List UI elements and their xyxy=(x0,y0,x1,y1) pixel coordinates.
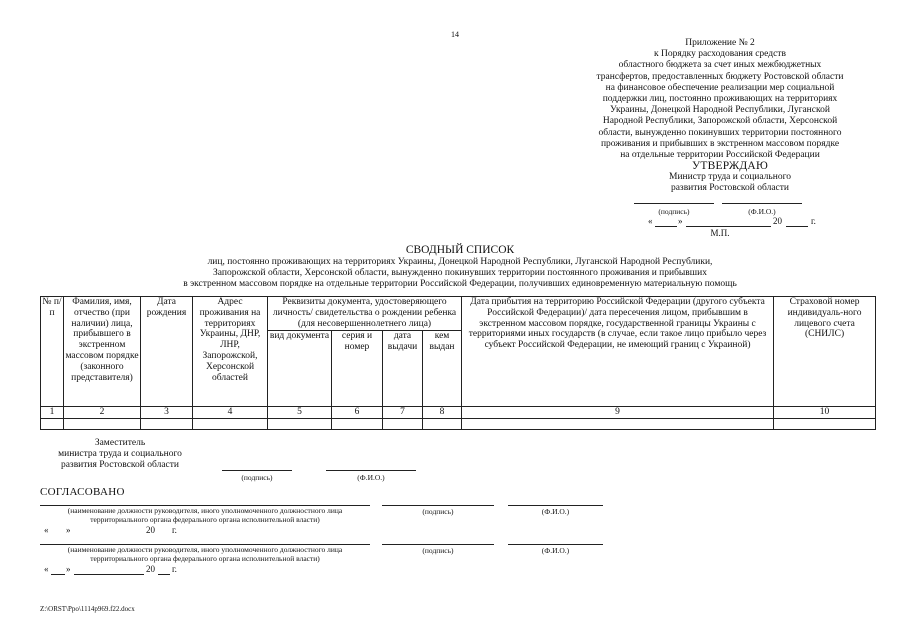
agreement2-signature-caption: (подпись) xyxy=(422,546,454,555)
caption-line: территориального органа федерального органа исполнительной власти) xyxy=(90,553,320,563)
caption-line: (наименование должности руководителя, иного уполномоченного должностного лица xyxy=(67,545,343,554)
agreement2-date-close: » xyxy=(66,564,71,574)
agreement1-name-line xyxy=(508,505,603,506)
approval-name-line xyxy=(722,203,802,204)
approval-stamp: М.П. xyxy=(710,228,730,238)
agreement2-year-line xyxy=(158,574,170,575)
document-subtitle xyxy=(120,257,800,290)
agreement1-signature-caption: (подпись) xyxy=(422,507,454,516)
column-number: 6 xyxy=(332,407,383,419)
deputy-name-line xyxy=(326,470,416,471)
deputy-signature-line xyxy=(222,470,292,471)
deputy-block xyxy=(40,438,200,471)
agreement-heading: СОГЛАСОВАНО xyxy=(40,486,125,498)
approval-name-caption: (Ф.И.О.) xyxy=(748,207,776,216)
agreement2-month-line xyxy=(74,574,144,575)
approval-year-line xyxy=(786,226,808,227)
column-number-row xyxy=(41,407,876,419)
column-number: 1 xyxy=(41,407,64,419)
deputy-line: развития Ростовской области xyxy=(60,460,180,470)
appendix-line: к Порядку расходования средств xyxy=(654,49,786,60)
appendix-line: трансфертов, предоставленных бюджету Ростовской области xyxy=(596,71,844,82)
header-cell-dob: Дата рождения xyxy=(141,297,193,407)
subtitle-line: лиц, постоянно проживающих на территориях Украины, Донецкой Народной Республики, Луганской Народной Республики, xyxy=(207,257,713,267)
appendix-line: проживания и прибывших в экстренном массовом порядке xyxy=(600,138,840,149)
appendix-reference xyxy=(570,38,870,161)
agreement2-name-caption: (Ф.И.О.) xyxy=(541,546,570,555)
column-number: 7 xyxy=(383,407,423,419)
agreement2-signature-line xyxy=(382,544,494,545)
header-cell-doc-issuer: кем выдан xyxy=(423,331,462,407)
column-number: 5 xyxy=(268,407,332,419)
agreement2-name-line xyxy=(508,544,603,545)
caption-line: территориального органа федерального органа исполнительной власти) xyxy=(90,514,320,524)
agreement1-year: 20 xyxy=(146,525,155,535)
agreement2-year-suffix: г. xyxy=(172,564,177,574)
column-number: 10 xyxy=(774,407,876,419)
page-number: 14 xyxy=(451,30,459,39)
approval-day-line xyxy=(655,226,677,227)
agreement1-signature-line xyxy=(382,505,494,506)
document-title: СВОДНЫЙ СПИСОК xyxy=(405,244,515,256)
approval-heading: УТВЕРЖДАЮ xyxy=(692,160,768,172)
agreement2-position-caption xyxy=(40,546,370,563)
subtitle-line: Запорожской области, Херсонской области, вынужденно покинувших территории постоянного проживания и прибывших xyxy=(213,268,707,278)
file-path-footer: Z:\ORST\Ppo\1114p969.f22.docx xyxy=(40,605,135,613)
column-number: 8 xyxy=(423,407,462,419)
agreement1-name-caption: (Ф.И.О.) xyxy=(541,507,570,516)
deputy-line: Заместитель xyxy=(94,438,146,448)
deputy-signature-caption: (подпись) xyxy=(241,473,273,482)
approval-date-close: » xyxy=(678,216,683,226)
approval-date-open: « xyxy=(648,216,653,226)
approval-year-suffix: г. xyxy=(811,216,816,226)
header-cell-arrival: Дата прибытия на территорию Российской Федерации (другого субъекта Российской Федерации)/ дата пересечения лицом, прибывшим в экстренном массовом порядке, государственной границы Украины с территориями иных государств (в случае, если такое лицо прибыло через субъект Российской Федерации, не имеющий границ с Украиной) xyxy=(462,297,774,407)
deputy-line: министра труда и социального xyxy=(58,449,182,459)
header-cell-doc-type: вид документа xyxy=(268,331,332,407)
header-cell-snils: Страховой номер индивидуаль-ного лицевого счета (СНИЛС) xyxy=(774,297,876,407)
summary-table xyxy=(40,296,876,430)
deputy-name-caption: (Ф.И.О.) xyxy=(357,473,385,482)
agreement2-year: 20 xyxy=(146,564,155,574)
header-cell-doc-date: дата выдачи xyxy=(383,331,423,407)
subtitle-line: в экстренном массовом порядке на отдельные территории Российской Федерации, получивших единовременную материальную помощь xyxy=(183,279,737,289)
approval-year: 20 xyxy=(773,216,782,226)
column-number: 2 xyxy=(64,407,141,419)
approval-signature-caption: (подпись) xyxy=(658,207,690,216)
approval-position: развития Ростовской области xyxy=(670,183,790,193)
appendix-line: Украины, Донецкой Народной Республики, Луганской xyxy=(610,105,830,116)
approval-position: Министр труда и социального xyxy=(669,172,791,182)
agreement2-day-line xyxy=(51,574,65,575)
header-cell-name: Фамилия, имя, отчество (при наличии) лица, прибывшего в экстренном массовом порядке (законного представителя) xyxy=(64,297,141,407)
column-number: 4 xyxy=(193,407,268,419)
agreement1-year-suffix: г. xyxy=(172,525,177,535)
appendix-line: областного бюджета за счет иных межбюджетных xyxy=(618,60,822,71)
appendix-line: Приложение № 2 xyxy=(685,38,755,48)
agreement2-date-open: « xyxy=(44,564,49,574)
column-number: 3 xyxy=(141,407,193,419)
appendix-line: области, вынужденно покинувших территории постоянного xyxy=(598,127,842,138)
appendix-line: Народной Республики, Запорожской области, Херсонской xyxy=(602,116,838,127)
header-cell-document-group: Реквизиты документа, удостоверяющего личность/ свидетельства о рождении ребенка (для несовершеннолетнего лица) xyxy=(268,297,462,331)
header-cell-doc-series: серия и номер xyxy=(332,331,383,407)
approval-block xyxy=(620,161,840,194)
agreement1-date-close: » xyxy=(66,525,71,535)
agreement1-position-caption xyxy=(40,507,370,524)
caption-line: (наименование должности руководителя, иного уполномоченного должностного лица xyxy=(67,506,343,515)
approval-signature-line xyxy=(634,203,714,204)
header-cell-address: Адрес проживания на территориях Украины, ДНР, ЛНР, Запорожской, Херсонской областей xyxy=(193,297,268,407)
agreement1-date-open: « xyxy=(44,525,49,535)
appendix-line: поддержки лиц, постоянно проживающих на территориях xyxy=(602,94,838,105)
appendix-line: на отдельные территории Российской Федерации xyxy=(620,150,820,161)
table-row xyxy=(41,418,876,429)
column-number: 9 xyxy=(462,407,774,419)
appendix-line: на финансовое обеспечение реализации мер социальной xyxy=(605,82,835,93)
header-cell-no: № п/п xyxy=(41,297,64,407)
approval-month-line xyxy=(686,226,771,227)
